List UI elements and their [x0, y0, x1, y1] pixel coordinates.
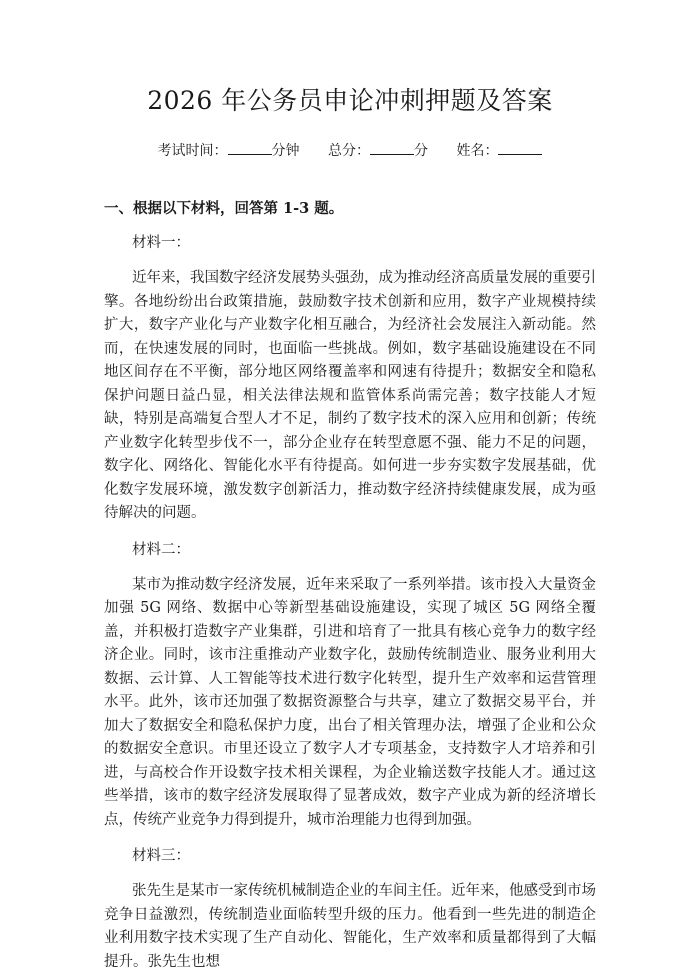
name-field	[456, 140, 542, 161]
material-1-text: 近年来，我国数字经济发展势头强劲，成为推动经济高质量发展的重要引擎。各地纷纷出台政策措施，鼓励数字技术创新和应用，数字产业规模持续扩大，数字产业化与产业数字化相互融合，为经济社会发展注入新动能。然而，在快速发展的同时，也面临一些挑战。例如，数字基础设施建设在不同地区间存在不平衡，部分地区网络覆盖率和网速有待提升；数据安全和隐私保护问题日益凸显，相关法律法规和监管体系尚需完善；数字技能人才短缺，特别是高端复合型人才不足，制约了数字技术的深入应用和创新；传统产业数字化转型步伐不一，部分企业存在转型意愿不强、能力不足的问题，数字化、网络化、智能化水平有待提高。如何进一步夯实数字发展基础，优化数字发展环境，激发数字创新活力，推动数字经济持续健康发展，成为亟待解决的问题。	[104, 270, 596, 521]
total-score-unit: 分	[414, 143, 428, 159]
section-heading: 一、根据以下材料，回答第 1-3 题。	[104, 200, 344, 217]
exam-info-line	[104, 140, 596, 161]
exam-time-blank	[228, 140, 272, 155]
name-label: 姓名：	[456, 143, 499, 159]
exam-time-field	[158, 140, 300, 161]
exam-time-unit: 分钟	[271, 143, 300, 159]
total-score-field	[328, 140, 428, 161]
material-2-text: 某市为推动数字经济发展，近年来采取了一系列举措。该市投入大量资金加强 5G 网络、数据中心等新型基础设施建设，实现了城区 5G 网络全覆盖，并积极打造数字产业集群，引进和培育了一批具有核心竞争力的数字经济企业。同时，该市注重推动产业数字化，鼓励传统制造业、服务业利用大数据、云计算、人工智能等技术进行数字化转型，提升生产效率和运营管理水平。此外，该市还加强了数据资源整合与共享，建立了数据交易平台，并加大了数据安全和隐私保护力度，出台了相关管理办法，增强了企业和公众的数据安全意识。市里还设立了数字人才专项基金，支持数字人才培养和引进，与高校合作开设数字技术相关课程，为企业输送数字技能人才。通过这些举措，该市的数字经济发展取得了显著成效，数字产业成为新的经济增长点，传统产业竞争力得到提升，城市治理能力也得到加强。	[104, 576, 596, 828]
material-3-text: 张先生是某市一家传统机械制造企业的车间主任。近年来，他感受到市场竞争日益激烈，传统制造业面临转型升级的压力。他看到一些先进的制造企业利用数字技术实现了生产自动化、智能化，生产效率和质量都得到了大幅提升。张先生也想	[104, 883, 596, 970]
material-1-label: 材料一：	[132, 235, 190, 251]
total-score-blank	[370, 140, 414, 155]
document-title: 2026 年公务员申论冲刺押题及答案	[147, 86, 553, 115]
name-blank	[498, 140, 542, 155]
material-3-label: 材料三：	[132, 848, 190, 864]
material-2-label: 材料二：	[132, 541, 190, 558]
exam-time-label: 考试时间：	[157, 143, 228, 159]
total-score-label: 总分：	[328, 143, 370, 159]
